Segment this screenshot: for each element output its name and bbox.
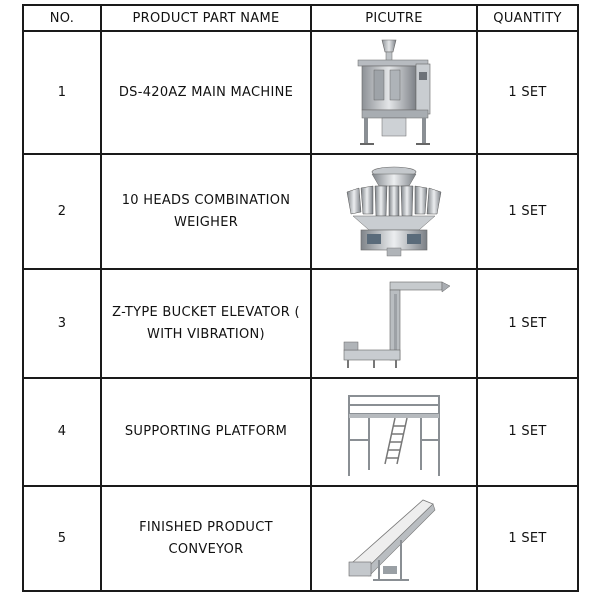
row-number: 1 bbox=[23, 31, 101, 154]
table-row bbox=[23, 486, 578, 591]
quantity: 1 SET bbox=[477, 378, 578, 486]
header-row bbox=[23, 5, 578, 31]
packing-machine-icon bbox=[344, 38, 444, 148]
header-picture: PICUTRE bbox=[311, 5, 477, 31]
part-name: Z-TYPE BUCKET ELEVATOR ( WITH VIBRATION) bbox=[112, 304, 300, 342]
table-row bbox=[23, 269, 578, 378]
row-number: 3 bbox=[23, 269, 101, 378]
part-name: DS-420AZ MAIN MACHINE bbox=[118, 84, 294, 100]
part-name: SUPPORTING PLATFORM bbox=[124, 424, 288, 439]
part-name: FINISHED PRODUCT CONVEYOR bbox=[139, 519, 273, 557]
table-row bbox=[23, 31, 578, 154]
header-quantity: QUANTITY bbox=[477, 5, 578, 31]
row-number: 5 bbox=[23, 486, 101, 591]
bucket-elevator-icon bbox=[334, 276, 454, 372]
table-row bbox=[23, 154, 578, 269]
header-name: PRODUCT PART NAME bbox=[101, 5, 311, 31]
quantity: 1 SET bbox=[477, 486, 578, 591]
row-number: 4 bbox=[23, 378, 101, 486]
quantity: 1 SET bbox=[477, 269, 578, 378]
combination-weigher-icon bbox=[339, 164, 449, 260]
table-row bbox=[23, 378, 578, 486]
quantity: 1 SET bbox=[477, 31, 578, 154]
platform-icon bbox=[339, 384, 449, 480]
parts-table bbox=[22, 4, 579, 592]
part-name: 10 HEADS COMBINATION WEIGHER bbox=[121, 192, 291, 230]
quantity: 1 SET bbox=[477, 154, 578, 269]
conveyor-icon bbox=[339, 492, 449, 586]
row-number: 2 bbox=[23, 154, 101, 269]
header-no: NO. bbox=[23, 5, 101, 31]
